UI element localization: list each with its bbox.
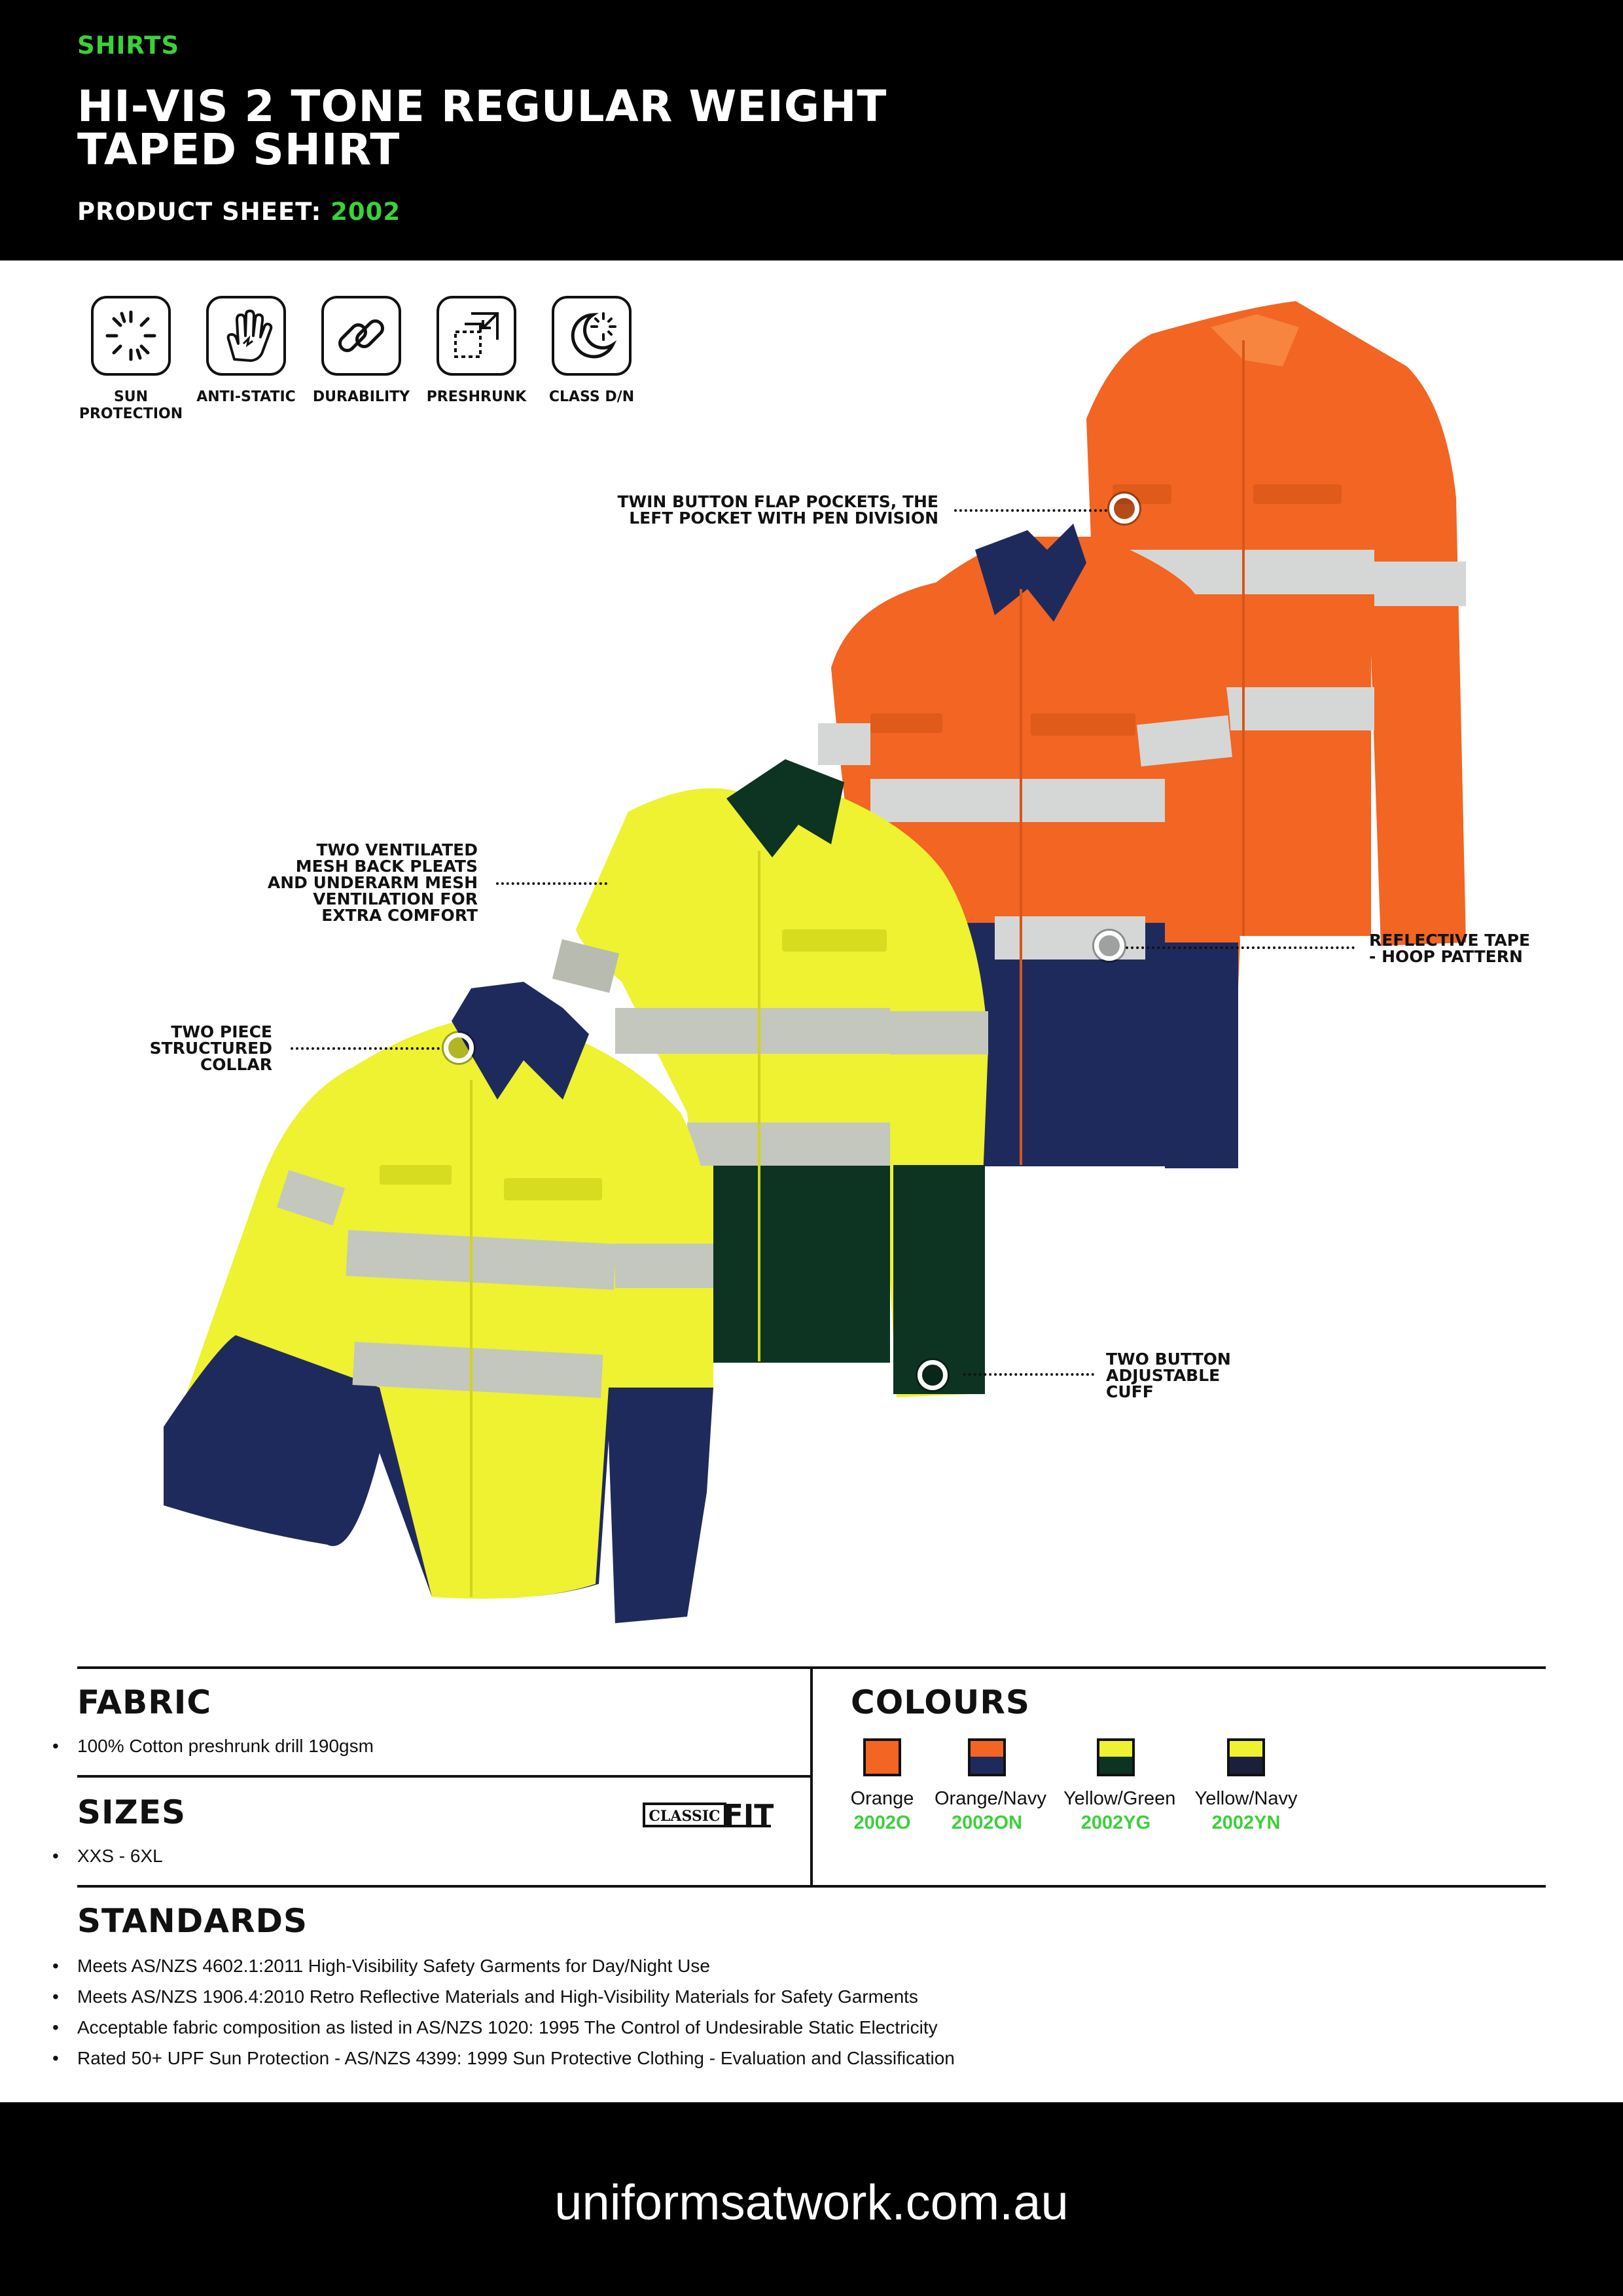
fabric-title: FABRIC bbox=[77, 1683, 212, 1721]
colour-name: Yellow/Green bbox=[1063, 1788, 1176, 1809]
colour-code: 2002ON bbox=[951, 1812, 1022, 1833]
shirt-yellow-navy bbox=[164, 982, 713, 1623]
colour-chip bbox=[968, 1738, 1006, 1776]
fabric-item: • 100% Cotton preshrunk drill 190gsm bbox=[77, 1736, 374, 1757]
callout-collar: TWO PIECE STRUCTURED COLLAR bbox=[149, 1022, 272, 1074]
classic-fit-word-1: CLASSIC bbox=[649, 1808, 721, 1825]
colour-swatch bbox=[1063, 1738, 1176, 1834]
classic-fit-word-2: FIT bbox=[723, 1799, 774, 1832]
callout-pockets-marker bbox=[1109, 493, 1139, 524]
website-url[interactable]: uniformsatwork.com.au bbox=[554, 2175, 1069, 2231]
callout-cuff-leader bbox=[963, 1373, 1094, 1376]
colour-code: 2002YG bbox=[1080, 1812, 1151, 1833]
feature-label: CLASS D/N bbox=[548, 389, 635, 405]
feature-label: PRESHRUNK bbox=[426, 389, 527, 405]
product-title-line-2: TAPED SHIRT bbox=[77, 124, 401, 175]
sizes-item: • XXS - 6XL bbox=[77, 1846, 163, 1867]
callout-cuff-marker bbox=[918, 1360, 948, 1390]
feature-label: SUN PROTECTION bbox=[79, 389, 183, 422]
standards-item: • Rated 50+ UPF Sun Protection - AS/NZS 4399: 1999 Sun Protective Clothing - Evaluation and Classification bbox=[77, 2043, 1255, 2073]
callout-pockets: TWIN BUTTON FLAP POCKETS, THE LEFT POCKET WITH PEN DIVISION bbox=[617, 492, 938, 528]
callout-collar-leader bbox=[291, 1047, 440, 1050]
feature-label: ANTI-STATIC bbox=[196, 389, 296, 405]
category-label: SHIRTS bbox=[77, 31, 180, 60]
callout-mesh: TWO VENTILATED MESH BACK PLEATS AND UNDERARM MESH VENTILATION FOR EXTRA COMFORT bbox=[267, 840, 478, 925]
callout-tape-leader bbox=[1126, 946, 1355, 949]
classic-fit-logo bbox=[643, 1795, 774, 1835]
footer-bar bbox=[0, 2102, 1623, 2296]
divider-standards bbox=[77, 1885, 1546, 1888]
product-sheet-text: PRODUCT SHEET: bbox=[77, 198, 322, 226]
colour-name: Yellow/Navy bbox=[1194, 1788, 1298, 1809]
callout-pockets-leader bbox=[954, 509, 1107, 512]
colour-chip bbox=[1227, 1738, 1265, 1776]
divider-fabric-sizes bbox=[77, 1775, 812, 1778]
colour-name: Orange/Navy bbox=[935, 1788, 1046, 1809]
standards-item: • Acceptable fabric composition as listed in AS/NZS 1020: 1995 The Control of Undesirable Static Electricity bbox=[77, 2012, 1255, 2043]
callout-cuff: TWO BUTTON ADJUSTABLE CUFF bbox=[1106, 1350, 1231, 1401]
product-sheet-number: 2002 bbox=[330, 198, 401, 226]
colour-code: 2002YN bbox=[1211, 1812, 1281, 1833]
colours-title: COLOURS bbox=[851, 1683, 1030, 1721]
colour-swatch bbox=[935, 1738, 1046, 1834]
colour-swatch bbox=[830, 1738, 935, 1834]
callout-collar-marker bbox=[444, 1033, 474, 1063]
standards-list bbox=[77, 1950, 1255, 2073]
callout-mesh-leader bbox=[496, 882, 607, 885]
standards-title: STANDARDS bbox=[77, 1902, 308, 1940]
standards-item: • Meets AS/NZS 4602.1:2011 High-Visibility Safety Garments for Day/Night Use bbox=[77, 1950, 1255, 1981]
callout-tape: REFLECTIVE TAPE - HOOP PATTERN bbox=[1369, 931, 1531, 966]
standards-item: • Meets AS/NZS 1906.4:2010 Retro Reflective Materials and High-Visibility Materials for Safety Garments bbox=[77, 1981, 1255, 2012]
colour-chip bbox=[863, 1738, 901, 1776]
product-title-line-1: HI-VIS 2 TONE REGULAR WEIGHT bbox=[77, 81, 887, 132]
product-title bbox=[77, 81, 887, 175]
callout-tape-marker bbox=[1094, 931, 1124, 961]
sizes-title: SIZES bbox=[77, 1793, 187, 1831]
product-sheet-label bbox=[77, 198, 401, 226]
colour-swatch bbox=[1194, 1738, 1298, 1834]
header-bar bbox=[0, 0, 1623, 260]
colour-code: 2002O bbox=[853, 1812, 911, 1833]
colour-name: Orange bbox=[850, 1788, 914, 1809]
colour-chip bbox=[1097, 1738, 1135, 1776]
feature-label: DURABILITY bbox=[312, 389, 410, 405]
